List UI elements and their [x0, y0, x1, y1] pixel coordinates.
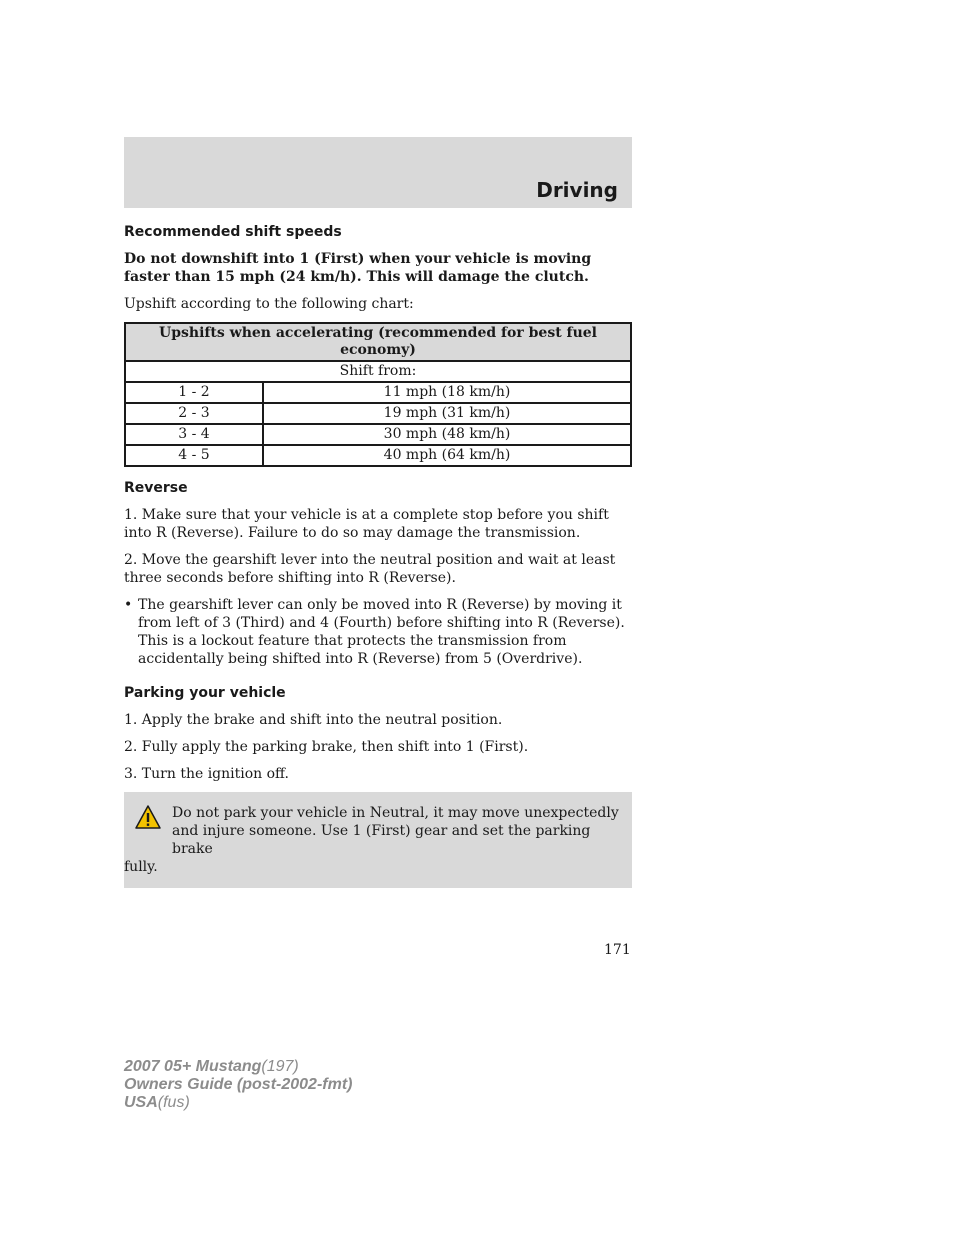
shift-speeds-heading: Recommended shift speeds — [124, 224, 342, 240]
table-row — [125, 424, 631, 445]
upshift-table — [124, 322, 632, 467]
reverse-step-2: 2. Move the gearshift lever into the neutral position and wait at least three seconds before shifting into R (Reverse). — [124, 552, 616, 586]
footer-guide: Owners Guide (post-2002-fmt) — [124, 1076, 353, 1093]
gear-cell: 4 - 5 — [125, 445, 263, 466]
page-content — [124, 223, 632, 888]
parking-warning-line-2: and injure someone. Use 1 (First) gear and set the parking brake — [172, 823, 591, 857]
section-header-band — [124, 137, 632, 208]
footer — [124, 1058, 352, 1112]
parking-heading: Parking your vehicle — [124, 685, 286, 701]
parking-warning-line-1: Do not park your vehicle in Neutral, it may move unexpectedly — [172, 805, 619, 821]
upshift-table-title: Upshifts when accelerating (recommended for best fuel economy) — [125, 323, 631, 361]
footer-market-code: (fus) — [157, 1094, 190, 1111]
downshift-warning: Do not downshift into 1 (First) when your vehicle is moving faster than 15 mph (24 km/h). This will damage the clutch. — [124, 251, 592, 285]
table-row — [125, 382, 631, 403]
page-number: 171 — [604, 942, 631, 958]
table-row — [125, 403, 631, 424]
parking-step-1: 1. Apply the brake and shift into the neutral position. — [124, 712, 503, 728]
upshift-table-subheader: Shift from: — [125, 361, 631, 382]
reverse-bullet-text: The gearshift lever can only be moved into R (Reverse) by moving it from left of 3 (Third) and 4 (Fourth) before shifting into R (Reverse). This is a lockout feature that protects the transmission from accidentally being shifted into R (Reverse) from 5 (Overdrive). — [138, 597, 625, 667]
reverse-step-1: 1. Make sure that your vehicle is at a complete stop before you shift into R (Reverse). Failure to do so may damage the transmission. — [124, 507, 609, 541]
footer-market: USA — [124, 1094, 158, 1111]
reverse-heading: Reverse — [124, 480, 188, 496]
upshift-intro: Upshift according to the following chart: — [124, 296, 414, 312]
parking-step-3: 3. Turn the ignition off. — [124, 766, 289, 782]
speed-cell: 30 mph (48 km/h) — [263, 424, 631, 445]
speed-cell: 19 mph (31 km/h) — [263, 403, 631, 424]
parking-step-2: 2. Fully apply the parking brake, then shift into 1 (First). — [124, 739, 529, 755]
parking-warning-line-3: fully. — [124, 859, 158, 875]
parking-warning-box — [124, 792, 632, 888]
gear-cell: 1 - 2 — [125, 382, 263, 403]
gear-cell: 2 - 3 — [125, 403, 263, 424]
footer-model: 2007 05+ Mustang — [124, 1058, 262, 1075]
table-row — [125, 445, 631, 466]
speed-cell: 11 mph (18 km/h) — [263, 382, 631, 403]
bullet-icon: • — [124, 597, 133, 613]
reverse-bullet — [124, 596, 632, 668]
warning-triangle-icon — [134, 804, 162, 830]
footer-model-code: (197) — [261, 1058, 299, 1075]
parking-warning-text — [124, 804, 626, 876]
speed-cell: 40 mph (64 km/h) — [263, 445, 631, 466]
section-title: Driving — [536, 178, 618, 202]
gear-cell: 3 - 4 — [125, 424, 263, 445]
